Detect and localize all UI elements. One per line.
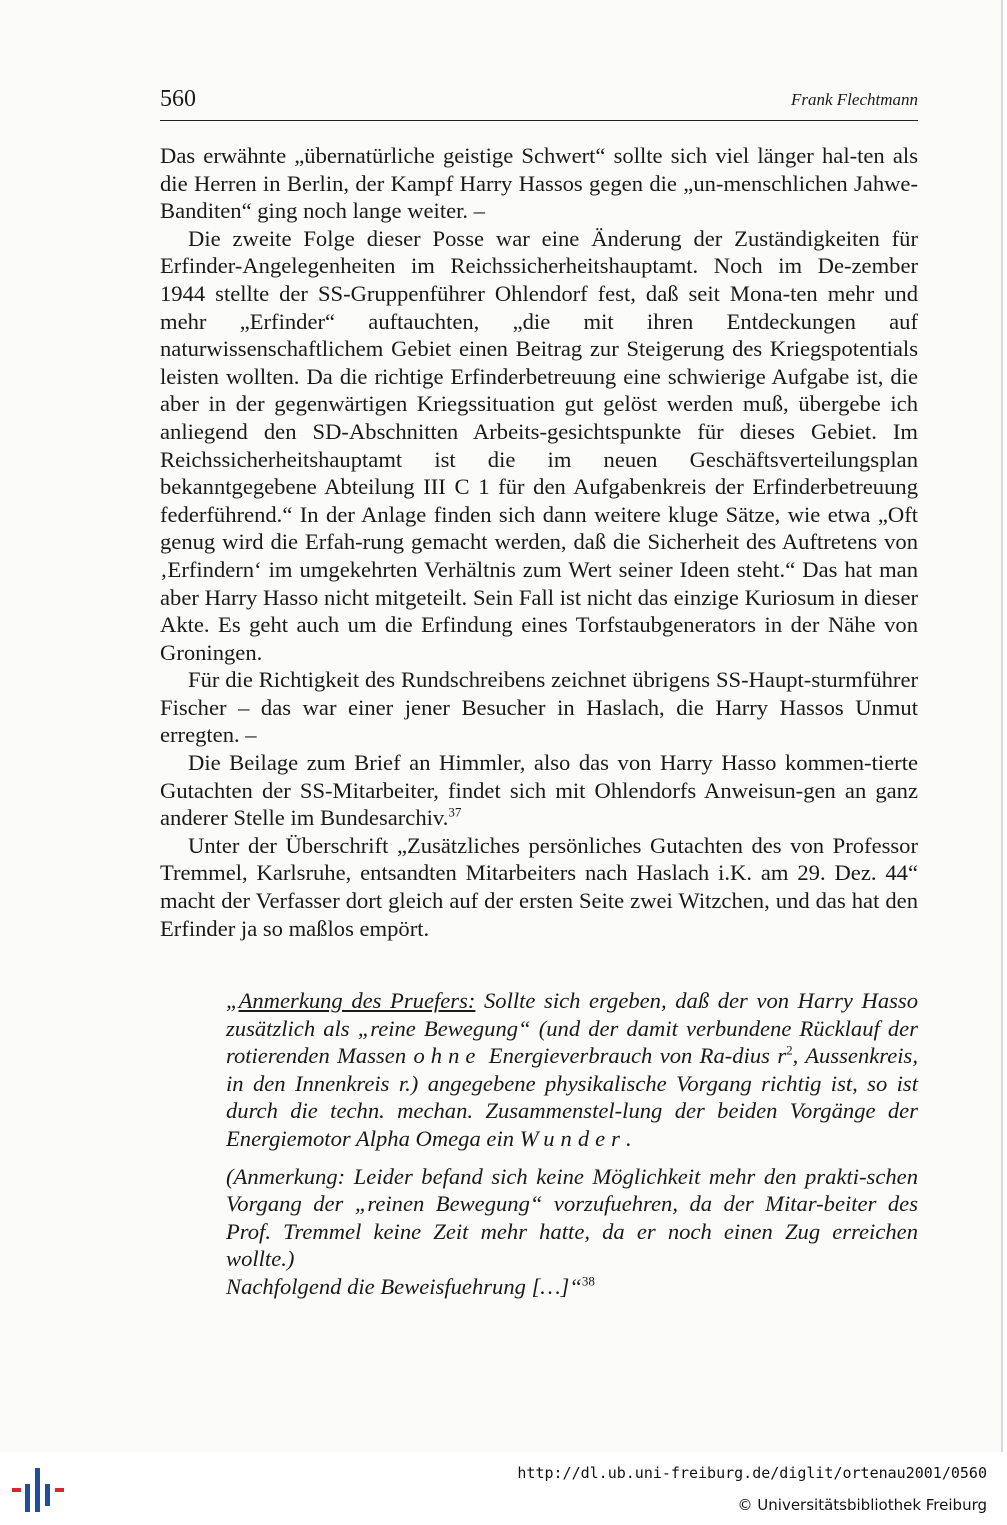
- paragraph-5: Unter der Überschrift „Zusätzliches persönliches Gutachten des von Professor Tremmel, Karlsruhe, entsandten Mitarbeiters nach Haslach i.K. am 29. Dez. 44“ macht der Verfasser dort gleich auf der ersten Seite zwei Witzchen, und das hat den Erfinder ja so maßlos empört.: [160, 832, 918, 941]
- running-head-author: Frank Flechtmann: [791, 90, 918, 109]
- quote-text-b: Energieverbrauch von Ra-dius r: [481, 1043, 787, 1069]
- quote-text-c: , Aussenkreis, in den Innenkreis r.) angegebene physikalische Vorgang richtig ist, so ist durch die techn. mechan. Zusammenstel-lung der beiden Vorgänge der Energiemotor Alpha Omega ein: [226, 1043, 918, 1151]
- paragraph-2: Die zweite Folge dieser Posse war eine Änderung der Zuständigkeiten für Erfinder-Angelegenheiten im Reichssicherheitshauptamt. Noch im De-zember 1944 stellte der SS-Gruppenführer Ohlendorf fest, daß seit Mona-ten mehr und mehr „Erfinder“ auftauchten, „die mit ihren Entdeckungen auf naturwissenschaftlichem Gebiet einen Beitrag zur Steigerung des Kriegspotentials leisten wollten. Da die richtige Erfinderbetreuung eine schwierige Aufgabe ist, die aber in der gegenwärtigen Kriegssituation gut gelöst werden muß, übergebe ich anliegend den SD-Abschnitten Arbeits-gesichtspunkte für dieses Gebiet. Im Reichssicherheitshauptamt ist die im neuen Geschäftsverteilungsplan bekanntgegebene Abteilung III C 1 für den Aufgabenkreis der Erfinderbetreuung federführend.“ In der Anlage finden sich dann weitere kluge Sätze, wie etwa „Oft genug wird die Erfah-rung gemacht werden, daß die Sicherheit des Auftretens von ‚Erfindern‘ im umgekehrten Verhältnis zum Wert seiner Ideen steht.“ Das hat man aber Harry Hasso nicht mitgeteilt. Sein Fall ist nicht das einzige Kuriosum in dieser Akte. Es geht auch um die Erfindung eines Torfstaubgenerators in der Nähe von Groningen.: [160, 225, 918, 665]
- page-number: 560: [160, 86, 196, 112]
- copyright-notice: © Universitätsbibliothek Freiburg: [737, 1496, 987, 1514]
- permalink-url[interactable]: http://dl.ub.uni-freiburg.de/diglit/ortenau2001/0560: [517, 1464, 987, 1482]
- page-header: [160, 86, 918, 121]
- library-logo-icon: [12, 1466, 64, 1514]
- paragraph-3: Für die Richtigkeit des Rundschreibens zeichnet übrigens SS-Haupt-sturmführer Fischer – das war einer jener Besucher in Haslach, die Harry Hassos Unmut erregten. –: [160, 667, 918, 748]
- quote-paragraph-3: [226, 1273, 918, 1301]
- footnote-ref-37: 37: [448, 804, 462, 820]
- footer-bar: [0, 1452, 1007, 1525]
- quote-lead-underlined: Anmerkung des Pruefers:: [238, 988, 476, 1013]
- quote-text-end: .: [625, 1125, 632, 1151]
- block-quote: [226, 987, 918, 1301]
- quote-text-a: Sollte sich ergeben, daß der von Harry Hasso zusätzlich als „reine Bewegung“ (und der damit verbundene Rücklauf der rotierenden Massen: [226, 988, 918, 1069]
- paragraph-4-text: Die Beilage zum Brief an Himmler, also das von Harry Hasso kommen-tierte Gutachten der SS-Mitarbeiter, findet sich mit Ohlendorfs Anweisun-gen an ganz anderer Stelle im Bundesarchiv.: [160, 750, 918, 831]
- quote-superscript-2: 2: [786, 1042, 793, 1058]
- paragraph-1: Das erwähnte „übernatürliche geistige Schwert“ sollte sich viel länger hal-ten als die Herren in Berlin, der Kampf Harry Hassos gegen die „un-menschlichen Jahwe-Banditen“ ging noch lange weiter. –: [160, 143, 918, 224]
- quote-open-mark: „: [226, 988, 239, 1013]
- body-text: [160, 142, 918, 942]
- quote-paragraph-2: (Anmerkung: Leider befand sich keine Möglichkeit mehr den prakti-schen Vorgang der „reinen Bewegung“ vorzufuehren, da der Mitar-beiter des Prof. Tremmel keine Zeit mehr hatte, da er noch einen Zug erreichen wollte.): [226, 1163, 918, 1272]
- quote-spaced-wunder: Wunder: [519, 1125, 626, 1151]
- footnote-ref-38: 38: [581, 1273, 595, 1289]
- quote-spacer: [226, 1153, 918, 1163]
- paragraph-4: [160, 749, 918, 832]
- quote-text-final: Nachfolgend die Beweisfuehrung […]“: [226, 1273, 582, 1299]
- quote-spaced-ohne: ohne: [413, 1043, 482, 1069]
- quote-paragraph-1: [226, 987, 918, 1153]
